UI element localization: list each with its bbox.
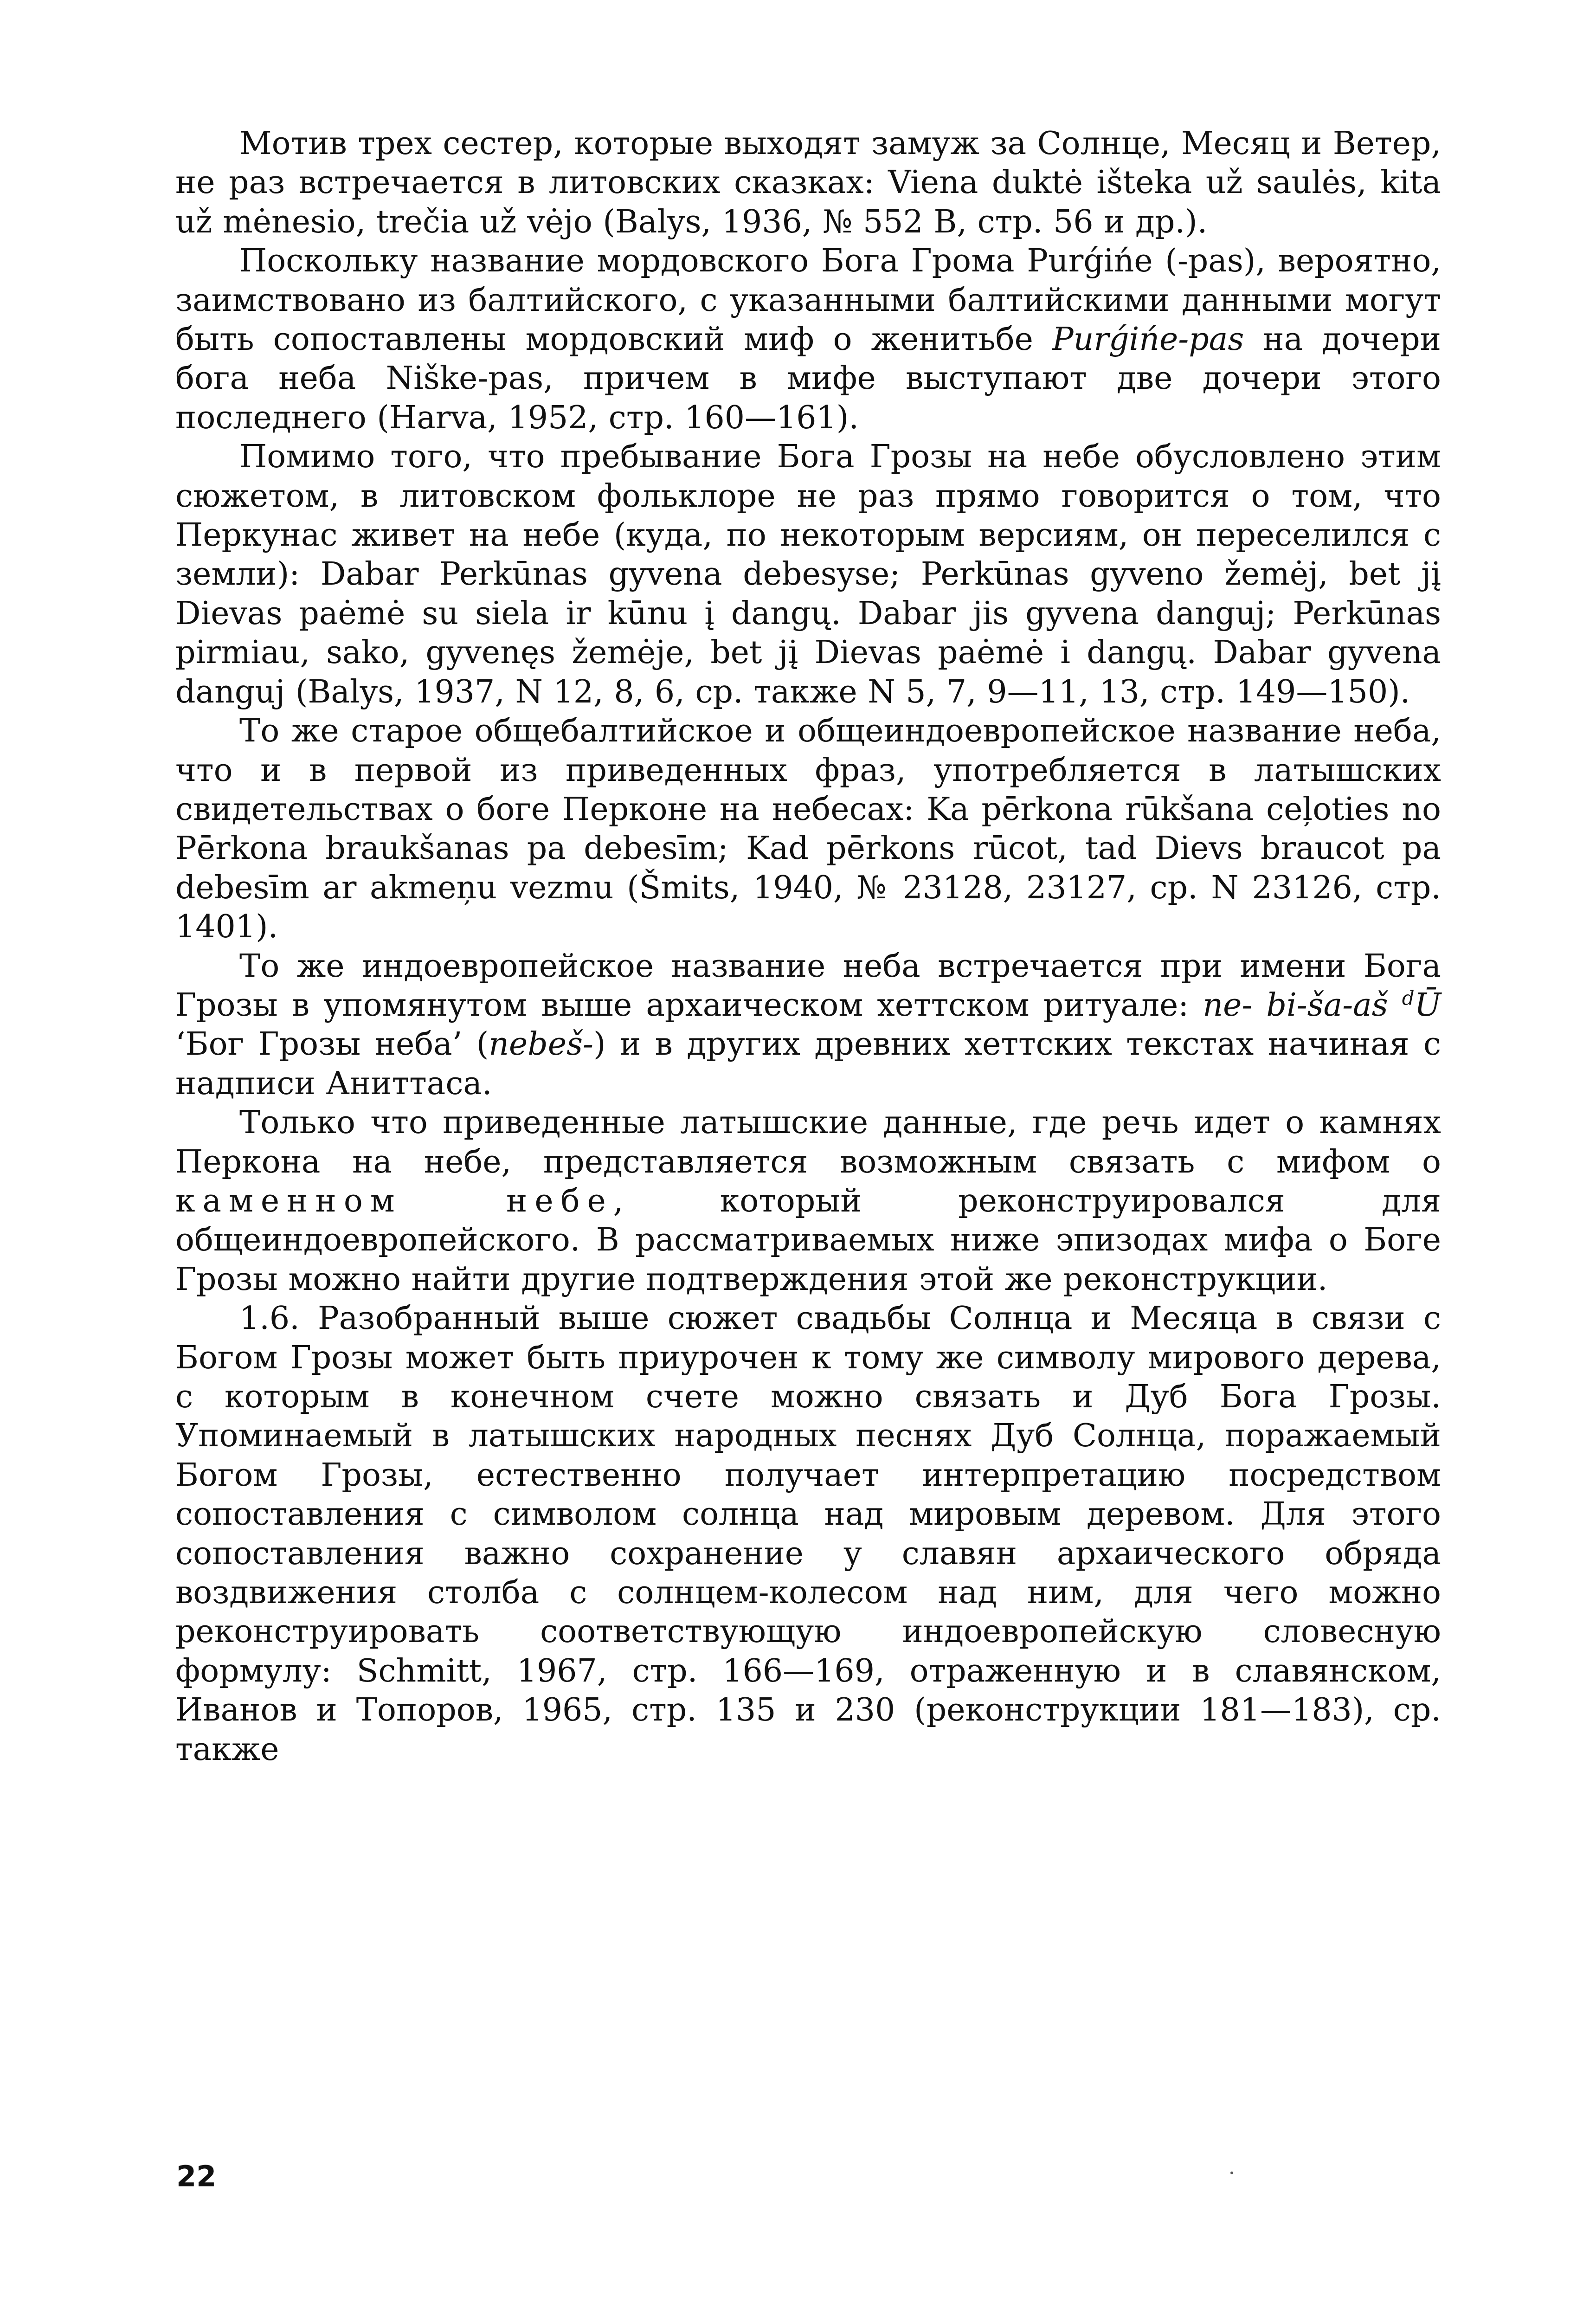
paragraph-6 — [175, 1103, 1441, 1299]
paragraph-7-text: 1.6. Разобранный выше сюжет свадьбы Солнца и Месяца в связи с Богом Грозы может быть приурочен к тому же символу мирового дерева, с которым в конечном счете можно связать и Дуб Бога Грозы. Упоминаемый в латышских народных песнях Дуб Солнца, поражаемый Богом Грозы, естественно получает интерпретацию посредством сопоставления с символом солнца над мировым деревом. Для этого сопоставления важно сохранение у славян архаического обряда воздвижения столба с солнцем-колесом над ним, для чего можно реконструировать соответствующую индоевропейскую словесную формулу: Schmitt, 1967, стр. 166—169, отраженную и в славянском, Иванов и Топоров, 1965, стр. 135 и 230 (реконструкции 181—183), ср. также — [175, 1300, 1441, 1768]
paragraph-5-hittite-term: ne- bi-ša-aš — [1203, 986, 1388, 1024]
paragraph-4-text: То же старое общебалтийское и общеиндоевропейское название неба, что и в первой из приведенных фраз, употребляется в латышских свидетельствах о боге Перконе на небесах: Ka pērkona rūkšana ceļoties no Pērkona braukšanas pa debesīm; Kad pērkons rūcot, tad Dievs braucot pa debesīm ar akmeņu vezmu (Šmits, 1940, № 23128, 23127, ср. N 23126, стр. 1401). — [175, 713, 1441, 946]
paragraph-3-text: Помимо того, что пребывание Бога Грозы на небе обусловлено этим сюжетом, в литовском фольклоре не раз прямо говорится о том, что Перкунас живет на небе (куда, по некоторым версиям, он переселился с земли): Dabar Perkūnas gyvena debesyse; Perkūnas gyveno žemėj, bet jį Dievas paėmė su siela ir kūnu į dangų. Dabar jis gyvena danguj; Perkūnas pirmiau, sako, gyvenęs žemėje, bet jį Dievas paėmė i dangų. Dabar gyvena danguj (Balys, 1937, N 12, 8, 6, ср. также N 5, 7, 9—11, 13, стр. 149—150). — [175, 438, 1441, 710]
print-speck — [1230, 2172, 1233, 2174]
paragraph-2 — [175, 242, 1441, 438]
paragraph-2-text-a: Поскольку название мордовского Бога Грома Purǵińe (-pas), вероятно, заимствовано из балтийского, с указанными балтийскими данными могут быть сопоставлены мордовский миф о женитьбе — [175, 243, 1441, 358]
main-text — [175, 124, 1441, 1769]
paragraph-7 — [175, 1299, 1441, 1769]
paragraph-2-text-c: на дочери бога неба Niške-pas, причем в мифе выступают две дочери этого последнего (Harva, 1952, стр. 160—161). — [175, 321, 1441, 436]
paragraph-4 — [175, 712, 1441, 947]
page-number: 22 — [176, 2159, 217, 2193]
paragraph-5-italic-form: nebeš- — [489, 1026, 593, 1063]
paragraph-6-spaced-emphasis: каменном небе — [175, 1182, 613, 1219]
paragraph-5-text-f: ) и в других древних хеттских текстах начиная с надписи Аниттаса. — [175, 1026, 1441, 1102]
paragraph-5-superscript: d — [1402, 986, 1415, 1010]
paragraph-6-text-a: Только что приведенные латышские данные, где речь идет о камнях Перкона на небе, представляется возможным связать с мифом о — [175, 1104, 1441, 1180]
paragraph-1-text: Мотив трех сестер, которые выходят замуж за Солнце, Месяц и Ветер, не раз встречается в литовских сказках: Viena duktė išteka už saulės, kita už mėnesio, trečia už vėjo (Balys, 1936, № 552 B, стр. 56 и др.). — [175, 125, 1441, 240]
paragraph-5 — [175, 947, 1441, 1104]
paragraph-3 — [175, 438, 1441, 712]
paragraph-6-text-c: , который реконструировался для общеиндоевропейского. В рассматриваемых ниже эпизодах мифа о Боге Грозы можно найти другие подтверждения этой же реконструкции. — [175, 1182, 1442, 1298]
paragraph-5-text-a: То же индоевропейское название неба встречается при имени Бога Грозы в упомянутом выше архаическом хеттском ритуале: — [175, 947, 1441, 1024]
paragraph-5-deity-sign: Ū — [1414, 986, 1441, 1024]
paragraph-1 — [175, 124, 1441, 242]
paragraph-5-text-d: ‘Бог Грозы неба’ ( — [175, 1026, 489, 1063]
paragraph-2-italic-name: Purǵińe-pas — [1052, 321, 1244, 358]
